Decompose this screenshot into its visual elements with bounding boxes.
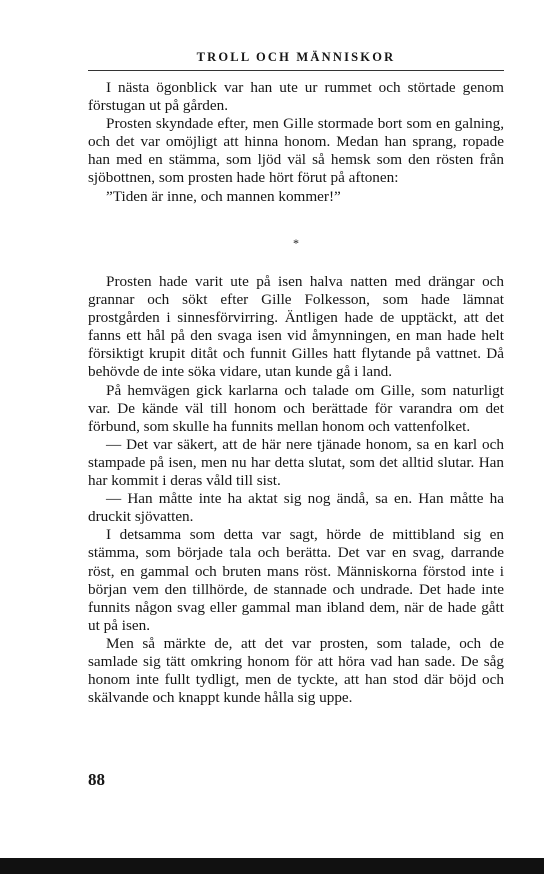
running-head: TROLL OCH MÄNNISKOR [196, 50, 396, 64]
page-number: 88 [88, 770, 105, 789]
paragraph: Men så märkte de, att det var prosten, som talade, och de samlade sig tätt omkring honom för att höra vad han sade. De såg honom inte fullt tydligt, men de tyckte, att han stod där böjd och skälvande och knappt kunde hålla sig uppe. [88, 634, 504, 707]
text-block-2 [88, 273, 504, 707]
paragraph: Prosten hade varit ute på isen halva natten med drängar och grannar och sökt efter Gille Folkesson, som hade lämnat prostgården i sinnesförvirring. Äntligen hade de upptäckt, att det fanns ett hål på den svaga isen vid åmynningen, en man hade helt försiktigt krupit ditåt och funnit Gilles hatt flytande på vattnet. Då behövde de inte söka vidare, utan kunde gå i land. [88, 273, 504, 381]
text-block-1 [88, 79, 504, 206]
paragraph-quote: ”Tiden är inne, och mannen kommer!” [106, 187, 341, 205]
paragraph: Prosten skyndade efter, men Gille stormade bort som en galning, och det var omöjligt att hinna honom. Medan han sprang, ropade han med en stämma, som ljöd väl så hemsk som den rösten från sjöbottnen, som prosten hade hört förut på aftonen: [88, 115, 504, 187]
paragraph: I detsamma som detta var sagt, hörde de mittibland sig en stämma, som började tala och berätta. Det var en svag, darrande röst, en gammal och bruten mans röst. Människorna förstod inte i början vem den tillhörde, de stannade och undrade. Det hade inte funnits någon svag eller gammal man ibland dem, när de hade gått ut på isen. [88, 526, 504, 634]
paragraph-dialogue: — Det var säkert, att de här nere tjänade honom, sa en karl och stampade på isen, men nu har detta slutat, som det alltid slutar. Han har kommit i deras våld till sist. [88, 435, 504, 490]
paragraph: På hemvägen gick karlarna och talade om Gille, som naturligt var. De kände väl till honom och berättade för varandra om det förbund, som skulle ha funnits mellan honom och vattenfolket. [88, 381, 504, 435]
paragraph-dialogue: — Han måtte inte ha aktat sig nog ändå, sa en. Han måtte ha druckit sjövatten. [88, 490, 504, 526]
scan-edge-bar [0, 858, 544, 874]
header-rule [88, 70, 504, 71]
section-separator: * [293, 236, 299, 250]
paragraph: I nästa ögonblick var han ute ur rummet och störtade genom förstugan ut på gården. [88, 79, 504, 115]
